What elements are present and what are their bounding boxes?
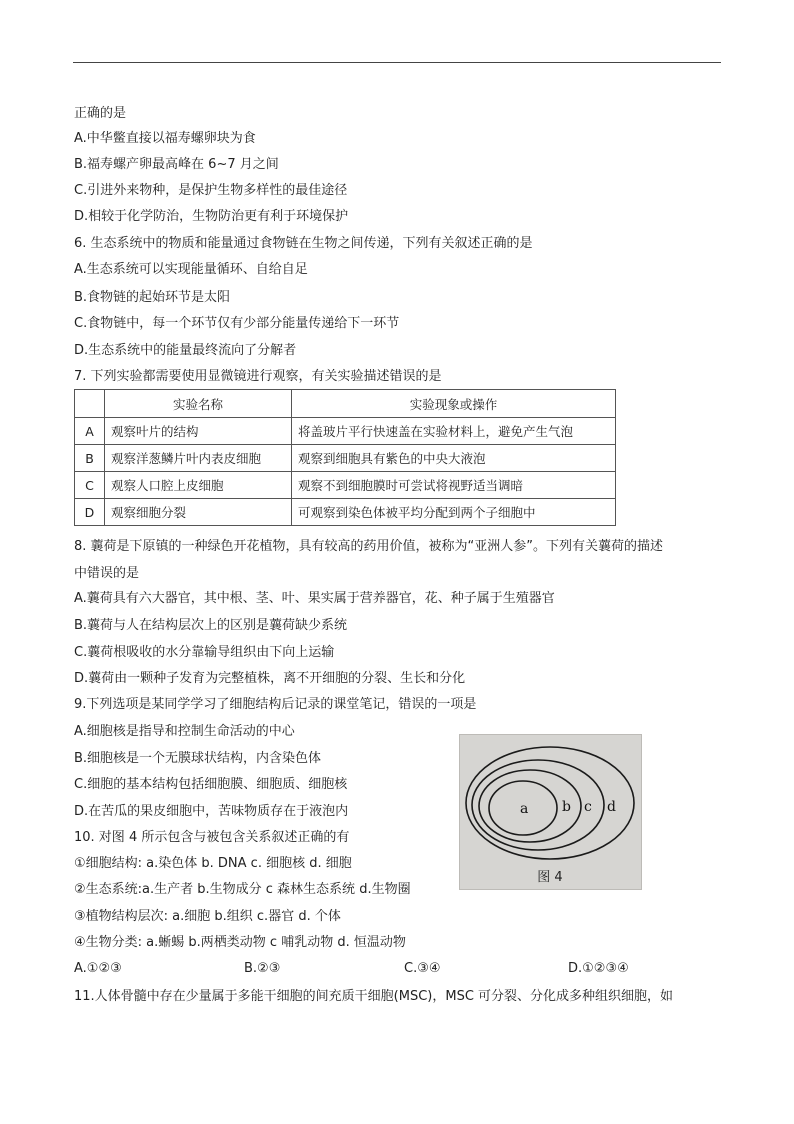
- q8-option-a: A.蘘荷具有六大器官，其中根、茎、叶、果实属于营养器官，花、种子属于生殖器官: [74, 591, 555, 606]
- table-cell: 可观察到染色体被平均分配到两个子细胞中: [292, 499, 616, 526]
- q10-item-1: ①细胞结构: a.染色体 b. DNA c. 细胞核 d. 细胞: [74, 856, 352, 871]
- q10-item-2: ②生态系统:a.生产者 b.生物成分 c 森林生态系统 d.生物圈: [74, 882, 411, 897]
- q5-stem-continued: 正确的是: [74, 106, 127, 121]
- label-d: d: [607, 799, 616, 815]
- q9-option-a: A.细胞核是指导和控制生命活动的中心: [74, 724, 295, 739]
- q10-option-d: D.①②③④: [568, 961, 629, 976]
- q9-option-d: D.在苦瓜的果皮细胞中，苦味物质存在于液泡内: [74, 804, 349, 819]
- q6-option-c: C.食物链中，每一个环节仅有少部分能量传递给下一环节: [74, 316, 400, 331]
- q6-stem: 6. 生态系统中的物质和能量通过食物链在生物之间传递，下列有关叙述正确的是: [74, 236, 533, 251]
- q10-option-b: B.②③: [244, 961, 281, 976]
- table-cell: 观察到细胞具有紫色的中央大液泡: [292, 445, 616, 472]
- q8-option-d: D.蘘荷由一颗种子发育为完整植株，离不开细胞的分裂、生长和分化: [74, 671, 466, 686]
- table-row: [75, 472, 616, 499]
- table-header-cell: 实验现象或操作: [292, 390, 616, 418]
- q8-option-c: C.蘘荷根吸收的水分靠输导组织由下向上运输: [74, 645, 335, 660]
- q5-option-b: B.福寿螺产卵最高峰在 6~7 月之间: [74, 157, 279, 172]
- table-cell: 观察洋葱鳞片叶内表皮细胞: [105, 445, 292, 472]
- q10-options: [74, 961, 724, 977]
- table-cell: 将盖玻片平行快速盖在实验材料上，避免产生气泡: [292, 418, 616, 445]
- table-cell: C: [75, 472, 105, 499]
- label-c: c: [584, 799, 592, 815]
- q9-option-b: B.细胞核是一个无膜球状结构，内含染色体: [74, 751, 322, 766]
- q5-option-c: C.引进外来物种，是保护生物多样性的最佳途径: [74, 183, 348, 198]
- table-row: [75, 499, 616, 526]
- table-cell: 观察细胞分裂: [105, 499, 292, 526]
- table-cell: 观察叶片的结构: [105, 418, 292, 445]
- table-header-cell: [75, 390, 105, 418]
- table-cell: B: [75, 445, 105, 472]
- table-cell: A: [75, 418, 105, 445]
- q5-option-a: A.中华鳖直接以福寿螺卵块为食: [74, 131, 256, 146]
- table-header-cell: 实验名称: [105, 390, 292, 418]
- q10-item-4: ④生物分类: a.蜥蜴 b.两栖类动物 c 哺乳动物 d. 恒温动物: [74, 935, 406, 950]
- q5-option-d: D.相较于化学防治，生物防治更有利于环境保护: [74, 209, 349, 224]
- q10-option-a: A.①②③: [74, 961, 122, 976]
- q8-stem-continued: 中错误的是: [74, 566, 140, 581]
- table-header-row: [75, 390, 616, 418]
- label-a: a: [520, 801, 529, 817]
- header-rule: [73, 62, 721, 63]
- q11-stem: 11.人体骨髓中存在少量属于多能干细胞的间充质干细胞(MSC)，MSC 可分裂、分化成多种组织细胞，如: [74, 989, 674, 1004]
- q6-option-a: A.生态系统可以实现能量循环、自给自足: [74, 262, 308, 277]
- table-row: [75, 418, 616, 445]
- q8-option-b: B.蘘荷与人在结构层次上的区别是蘘荷缺少系统: [74, 618, 348, 633]
- q6-option-b: B.食物链的起始环节是太阳: [74, 290, 231, 305]
- table-cell: D: [75, 499, 105, 526]
- table-cell: 观察不到细胞膜时可尝试将视野适当调暗: [292, 472, 616, 499]
- q9-option-c: C.细胞的基本结构包括细胞膜、细胞质、细胞核: [74, 777, 348, 792]
- q9-stem: 9.下列选项是某同学学习了细胞结构后记录的课堂笔记，错误的一项是: [74, 697, 477, 712]
- q10-stem: 10. 对图 4 所示包含与被包含关系叙述正确的有: [74, 830, 350, 845]
- q10-option-c: C.③④: [404, 961, 441, 976]
- table-cell: 观察人口腔上皮细胞: [105, 472, 292, 499]
- q7-table: [74, 389, 616, 526]
- figure-caption: 图 4: [537, 870, 563, 885]
- table-row: [75, 445, 616, 472]
- q10-item-3: ③植物结构层次: a.细胞 b.组织 c.器官 d. 个体: [74, 909, 341, 924]
- nested-ellipses-diagram: [460, 735, 641, 889]
- q6-option-d: D.生态系统中的能量最终流向了分解者: [74, 343, 297, 358]
- q7-stem: 7. 下列实验都需要使用显微镜进行观察，有关实验描述错误的是: [74, 369, 442, 384]
- figure-4: [459, 734, 642, 890]
- q8-stem: 8. 蘘荷是下原镇的一种绿色开花植物，具有较高的药用价值，被称为“亚洲人参”。下列有关蘘荷的描述: [74, 539, 664, 554]
- label-b: b: [562, 799, 571, 815]
